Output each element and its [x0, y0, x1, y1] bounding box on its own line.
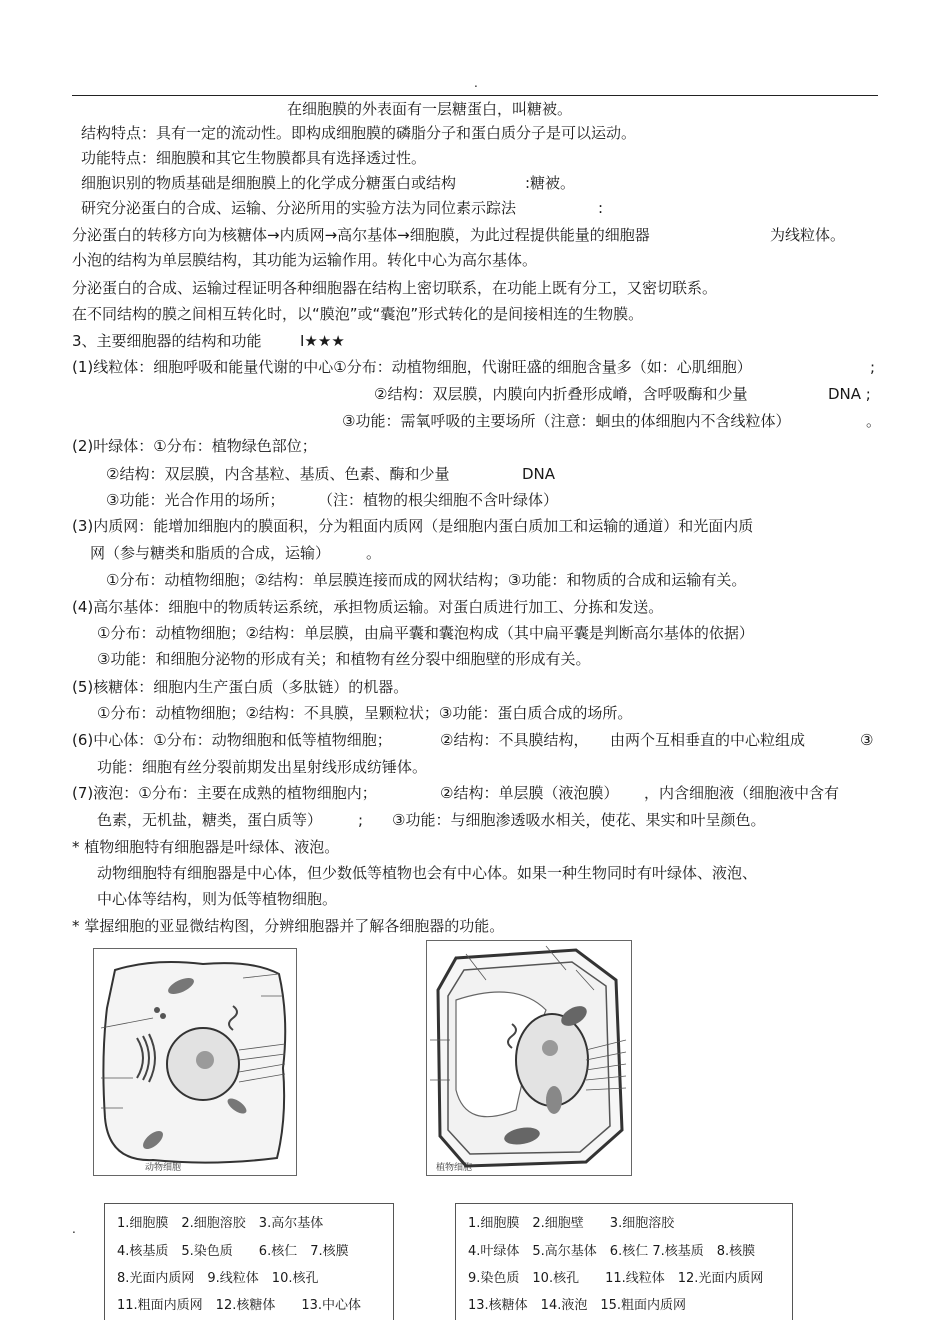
text-line: 。: [866, 412, 882, 430]
text-line: Ⅰ★★★: [300, 332, 345, 350]
text-line: DNA ;: [828, 385, 871, 403]
text-line: * 掌握细胞的亚显微结构图，分辨细胞器并了解各细胞器的功能。: [72, 917, 505, 935]
text-line: 动物细胞特有细胞器是中心体，但少数低等植物也会有中心体。如果一种生物同时有叶绿体、液泡、: [97, 864, 758, 882]
text-line: ③功能：需氧呼吸的主要场所（注意：蛔虫的体细胞内不含线粒体）: [342, 412, 791, 430]
text-line: 。: [366, 544, 382, 562]
text-line: 分泌蛋白的合成、运输过程证明各种细胞器在结构上密切联系，在功能上既有分工，又密切联系。: [72, 279, 718, 297]
text-line: ②结构：双层膜，内膜向内折叠形成嵴，含呼吸酶和少量: [374, 385, 748, 403]
text-line: ③功能：光合作用的场所；: [106, 491, 285, 509]
animal-cell-figure: [93, 948, 297, 1176]
header-rule: [72, 95, 878, 96]
text-line: DNA: [522, 465, 556, 483]
text-line: :: [598, 199, 604, 217]
text-line: 3、主要细胞器的结构和功能: [72, 332, 262, 350]
text-line: ;: [358, 811, 364, 829]
legend-row: 8.光面内质网 9.线粒体 10.核孔: [117, 1271, 319, 1286]
text-line: (1)线粒体：细胞呼吸和能量代谢的中心①分布：动植物细胞，代谢旺盛的细胞含量多（如：心肌细胞）: [72, 358, 752, 376]
text-line: 研究分泌蛋白的合成、运输、分泌所用的实验方法为同位素示踪法: [81, 199, 517, 217]
header-dot: .: [474, 76, 478, 90]
text-line: ①分布：动植物细胞；②结构：单层膜连接而成的网状结构；③功能：和物质的合成和运输有关。: [106, 571, 747, 589]
text-line: 功能：细胞有丝分裂前期发出星射线形成纺锤体。: [97, 758, 428, 776]
text-line: 在不同结构的膜之间相互转化时，以“膜泡”或“囊泡”形式转化的是间接相连的生物膜。: [72, 305, 644, 323]
text-line: 在细胞膜的外表面有一层糖蛋白，叫糖被。: [287, 100, 573, 118]
text-line: 功能特点：细胞膜和其它生物膜都具有选择透过性。: [81, 149, 427, 167]
text-line: (5)核糖体：细胞内生产蛋白质（多肽链）的机器。: [72, 678, 409, 696]
text-line: 网（参与糖类和脂质的合成，运输）: [90, 544, 331, 562]
text-line: 小泡的结构为单层膜结构，其功能为运输作用。转化中心为高尔基体。: [72, 251, 538, 269]
animal-cell-legend: [104, 1203, 394, 1320]
plant-cell-figure: [426, 940, 632, 1176]
text-line: 为线粒体。: [770, 226, 846, 244]
text-line: （注：植物的根尖细胞不含叶绿体）: [318, 491, 559, 509]
text-line: ①分布：动植物细胞；②结构：不具膜，呈颗粒状；③功能：蛋白质合成的场所。: [97, 704, 633, 722]
footer-dot: .: [72, 1222, 76, 1236]
text-line: ②结构：双层膜，内含基粒、基质、色素、酶和少量: [106, 465, 450, 483]
plant-caption: 植物细胞: [436, 1163, 473, 1173]
text-line: (6)中心体：①分布：动物细胞和低等植物细胞；: [72, 731, 392, 749]
text-line: ②结构：不具膜结构，: [440, 731, 589, 749]
legend-row: 4.核基质 5.染色质 6.核仁 7.核膜: [117, 1244, 349, 1259]
text-line: ;: [870, 358, 876, 376]
text-line: 结构特点：具有一定的流动性。即构成细胞膜的磷脂分子和蛋白质分子是可以运动。: [81, 124, 637, 142]
text-line: (7)液泡：①分布：主要在成熟的植物细胞内；: [72, 784, 377, 802]
text-line: ②结构：单层膜（液泡膜）: [440, 784, 619, 802]
animal-caption: 动物细胞: [145, 1163, 182, 1173]
text-line: 由两个互相垂直的中心粒组成: [610, 731, 806, 749]
plant-cell-legend: [455, 1203, 793, 1320]
text-line: (4)高尔基体：细胞中的物质转运系统，承担物质运输。对蛋白质进行加工、分拣和发送。: [72, 598, 664, 616]
text-line: * 植物细胞特有细胞器是叶绿体、液泡。: [72, 838, 340, 856]
legend-row: 4.叶绿体 5.高尔基体 6.核仁 7.核基质 8.核膜: [468, 1244, 756, 1259]
text-line: ③功能：与细胞渗透吸水相关，使花、果实和叶呈颜色。: [392, 811, 766, 829]
legend-row: 13.核糖体 14.液泡 15.粗面内质网: [468, 1298, 687, 1313]
text-line: 细胞识别的物质基础是细胞膜上的化学成分糖蛋白或结构: [81, 174, 457, 192]
text-line: 中心体等结构，则为低等植物细胞。: [97, 890, 338, 908]
legend-row: 1.细胞膜 2.细胞壁 3.细胞溶胶: [468, 1216, 675, 1231]
text-line: ，内含细胞液（细胞液中含有: [644, 784, 840, 802]
text-line: ①分布：动植物细胞；②结构：单层膜，由扁平囊和囊泡构成（其中扁平囊是判断高尔基体的依据）: [97, 624, 754, 642]
text-line: 分泌蛋白的转移方向为核糖体→内质网→高尔基体→细胞膜，为此过程提供能量的细胞器: [72, 226, 650, 244]
legend-row: 11.粗面内质网 12.核糖体 13.中心体: [117, 1298, 362, 1313]
text-line: ③功能：和细胞分泌物的形成有关；和植物有丝分裂中细胞壁的形成有关。: [97, 650, 591, 668]
legend-row: 9.染色质 10.核孔 11.线粒体 12.光面内质网: [468, 1271, 764, 1286]
legend-row: 1.细胞膜 2.细胞溶胶 3.高尔基体: [117, 1216, 324, 1231]
text-line: (3)内质网：能增加细胞内的膜面积，分为粗面内质网（是细胞内蛋白质加工和运输的通道）和光面内质: [72, 517, 754, 535]
text-line: ③: [860, 731, 874, 749]
text-line: 色素，无机盐，糖类，蛋白质等）: [97, 811, 323, 829]
text-line: (2)叶绿体：①分布：植物绿色部位；: [72, 437, 317, 455]
text-line: :糖被。: [525, 174, 576, 192]
